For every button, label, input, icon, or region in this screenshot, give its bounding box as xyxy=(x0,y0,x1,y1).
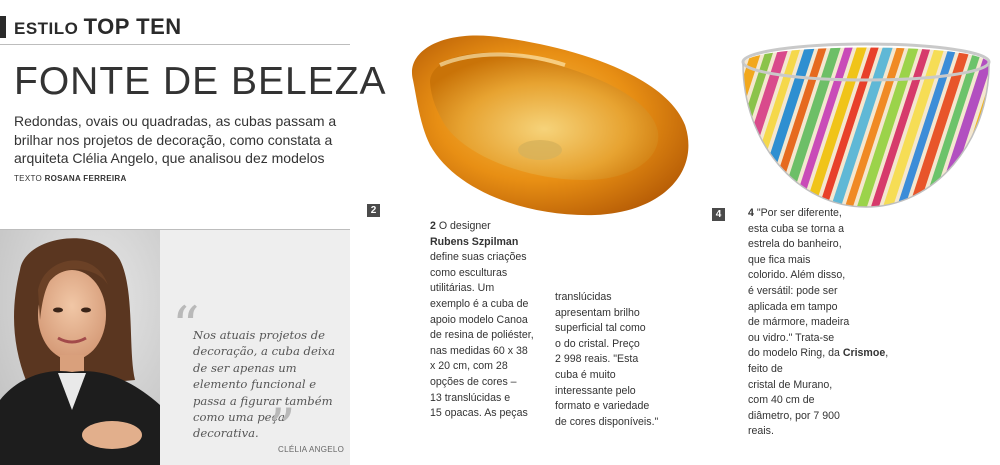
quote-attribution: CLÉLIA ANGELO xyxy=(278,445,345,454)
product-2-description-column-1 xyxy=(430,219,555,422)
product-2-text-a: define suas criações como esculturas utilitárias. Um exemplo é a cuba de apoio modelo Canoa de resina de poliéster, nas medidas 60 x 38 x 20 cm, com 28 opções de cores – 13 translúcidas e 15 opacas. As peças xyxy=(430,251,534,420)
product-4-description xyxy=(748,206,908,440)
designer-name: Rubens Szpilman xyxy=(430,235,519,248)
item-number: 2 xyxy=(430,220,436,232)
section-title: TOP TEN xyxy=(83,14,182,39)
brand-name: Crismoe xyxy=(842,347,886,360)
product-2-intro: O designer xyxy=(438,220,491,232)
product-4-text-a: "Por ser diferente, esta cuba se torna a estrela do banheiro, que fica mais colorido. Além disso, é versátil: pode ser aplicada em tampo de mármore, madeira ou vidro." Trata-se do modelo Ring, da xyxy=(748,207,850,360)
canoa-basin-image xyxy=(395,20,695,220)
byline-author: ROSANA FERREIRA xyxy=(44,174,127,183)
headline: FONTE DE BELEZA xyxy=(14,60,387,103)
close-quote-mark-icon: ” xyxy=(268,397,296,460)
item-number-badge: 2 xyxy=(367,204,380,217)
product-4-text-b: , feito de cristal de Murano, com 40 cm de diâmetro, por 7 900 reais. xyxy=(748,347,889,438)
section-tag xyxy=(0,14,350,42)
subhead: Redondas, ovais ou quadradas, as cubas passam a brilhar nos projetos de decoração, como constata a arquiteta Clélia Angelo, que analisou dez modelos xyxy=(14,113,337,166)
item-number: 4 xyxy=(748,207,754,219)
byline-label: TEXTO xyxy=(14,174,43,183)
header-divider xyxy=(0,44,350,45)
pull-quote: Nos atuais projetos de decoração, a cuba deixa de ser apenas um elemento funcional e passa a figurar também como uma peça decorativa. xyxy=(193,328,335,441)
section-prefix: ESTILO xyxy=(14,19,79,38)
architect-portrait xyxy=(0,230,160,465)
section-tag-bar xyxy=(0,16,6,38)
ring-bowl-image xyxy=(735,22,997,212)
item-number-badge: 4 xyxy=(712,208,725,221)
open-quote-mark-icon: “ xyxy=(172,295,200,358)
byline xyxy=(14,174,127,183)
section-tag-text xyxy=(14,14,182,40)
product-2-description-column-2: translúcidas apresentam brilho superficial tal como o do cristal. Preço 2 998 reais. "Esta cuba é muito interessante pelo formato e variedade de cores disponíveis." xyxy=(555,291,659,428)
